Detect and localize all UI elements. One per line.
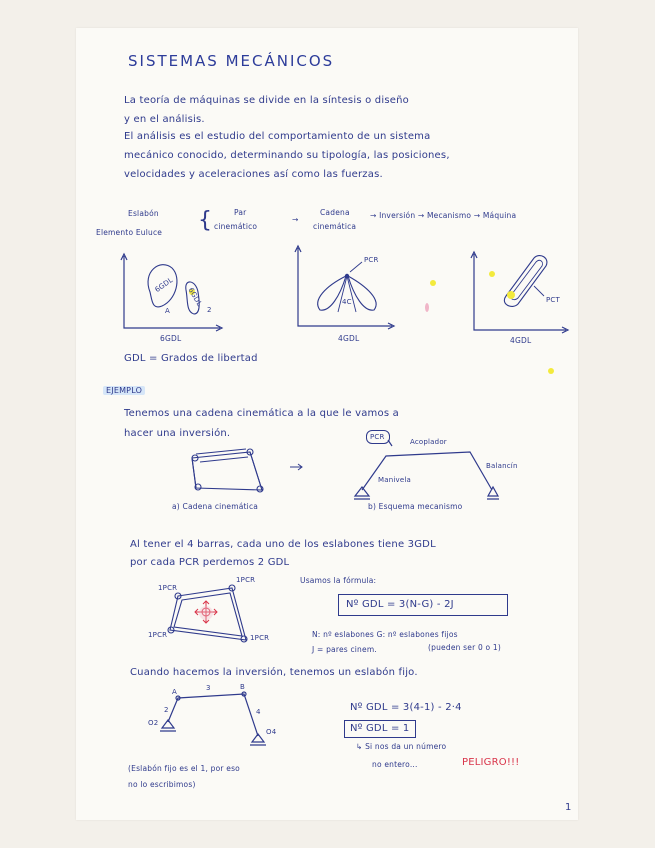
diagram1-b-label: 2	[207, 306, 212, 314]
linkage	[160, 692, 266, 745]
formula-j-def: J = pares cinem.	[312, 645, 377, 654]
bars-line-2: por cada PCR perdemos 2 GDL	[130, 557, 290, 568]
calc-note-1: ↳ Si nos da un número	[356, 742, 447, 751]
diagram3-caption: 4GDL	[510, 336, 532, 345]
flow-cinematica: cinemática	[313, 222, 357, 231]
diagram2-inner-label: 4C	[342, 298, 352, 306]
diagram2-caption: 4GDL	[338, 334, 360, 343]
diagram3-pct-label: PCT	[546, 296, 560, 304]
diagram1-caption: 6GDL	[160, 334, 182, 343]
footnote-line-2: no lo escribimos)	[128, 780, 196, 789]
gdl-definition: GDL = Grados de libertad	[124, 353, 258, 364]
intro-line-1: La teoría de máquinas se divide en la síntesis o diseño	[124, 95, 409, 106]
chain-a-caption: a) Cadena cinemática	[172, 502, 259, 511]
link-b-label: B	[240, 683, 246, 691]
inversion-line: Cuando hacemos la inversión, tenemos un eslabón fijo.	[130, 667, 418, 678]
mechanism-b	[354, 440, 499, 499]
intro-line-3: El análisis es el estudio del comportamiento de un sistema	[124, 131, 431, 142]
quad-label-tl: 1PCR	[158, 584, 178, 592]
example-line-1: Tenemos una cadena cinemática a la que le vamos a	[124, 408, 399, 419]
yellow-dot	[507, 291, 515, 299]
yellow-dot	[489, 271, 495, 277]
mech-pcr-label: PCR	[370, 433, 385, 441]
calc-danger: PELIGRO!!!	[462, 757, 520, 768]
footnote-line-1: (Eslabón fijo es el 1, por eso	[128, 764, 240, 773]
flow-par: Par	[234, 208, 247, 217]
diagram3-slot-inner	[511, 260, 543, 299]
diagram1-axes	[121, 254, 222, 331]
bars-line-1: Al tener el 4 barras, cada uno de los eslabones tiene 3GDL	[130, 539, 436, 550]
formula-intro: Usamos la fórmula:	[300, 576, 377, 585]
formula-g-note: (pueden ser 0 o 1)	[428, 643, 501, 652]
link-o4-label: O4	[266, 728, 277, 736]
example-line-2: hacer una inversión.	[124, 428, 231, 439]
formula-main: Nº GDL = 3(N-G) - 2J	[346, 599, 454, 610]
formula-n-def: N: nº eslabones G: nº eslabones fijos	[312, 630, 458, 639]
mech-balancin-label: Balancín	[486, 462, 518, 470]
pink-mark	[199, 606, 213, 620]
link-o2-label: O2	[148, 719, 159, 727]
diagram2-petal-right	[348, 276, 376, 310]
mech-manivela-label: Manivela	[378, 476, 411, 484]
example-badge: EJEMPLO	[103, 386, 145, 395]
quad-label-bl: 1PCR	[148, 631, 168, 639]
link-3-label: 3	[206, 684, 211, 692]
diagram1-blob1-label: 6GDL	[153, 275, 175, 295]
link-2-label: 2	[164, 706, 169, 714]
flow-arrow-icon: →	[292, 215, 299, 224]
quad-label-tr: 1PCR	[236, 576, 256, 584]
page-number: 1	[565, 802, 572, 813]
intro-line-5: velocidades y aceleraciones así como las fuerzas.	[124, 169, 383, 180]
diagram1-a-label: A	[165, 307, 170, 315]
diagram2-pcr-label: PCR	[364, 256, 379, 264]
chain-a	[192, 449, 263, 492]
calc-note-2: no entero...	[372, 760, 418, 769]
calc-line-2: Nº GDL = 1	[350, 723, 410, 734]
yellow-dot	[548, 368, 554, 374]
intro-line-4: mecánico conocido, determinando su tipología, las posiciones,	[124, 150, 450, 161]
quad-label-br: 1PCR	[250, 634, 270, 642]
diagram3-axes	[471, 252, 568, 333]
pink-mark	[425, 303, 429, 312]
diagram1-blob2-label: 6GDL	[186, 286, 204, 308]
mech-acoplador-label: Acoplador	[410, 438, 447, 446]
yellow-dot	[430, 280, 436, 286]
link-a-label: A	[172, 688, 177, 696]
flow-cadena: Cadena	[320, 208, 350, 217]
flow-elemento: Elemento Euluce	[96, 228, 163, 237]
intro-line-2: y en el análisis.	[124, 114, 205, 125]
mechanism-b-caption: b) Esquema mecanismo	[368, 502, 463, 511]
flow-cinematico: cinemático	[214, 222, 258, 231]
flow-eslabon: Eslabón	[128, 209, 159, 218]
flow-brace: {	[198, 208, 213, 233]
calc-line-1: Nº GDL = 3(4-1) - 2·4	[350, 702, 462, 713]
link-4-label: 4	[256, 708, 261, 716]
page-title: SISTEMAS MECÁNICOS	[128, 52, 335, 70]
flow-chain: → Inversión → Mecanismo → Máquina	[370, 211, 517, 220]
